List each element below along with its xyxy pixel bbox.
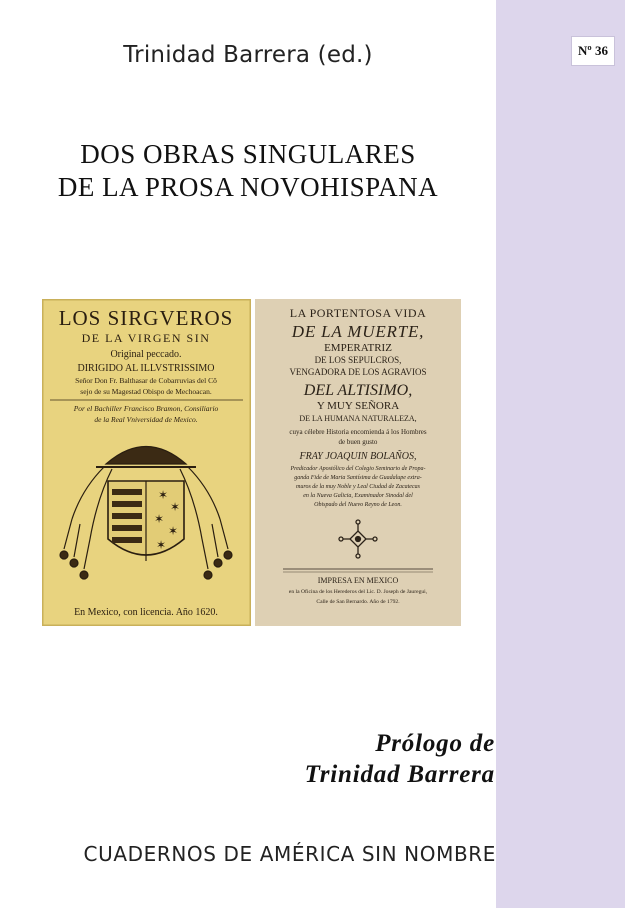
svg-text:✶: ✶ xyxy=(158,488,169,502)
left-author-1: Por el Bachiller Francisco Bramon, Consiliario xyxy=(73,404,219,413)
right-line-14: muros de la muy Noble y Leal Ciudad de Zacatecas xyxy=(296,484,420,490)
right-imprint-2: en la Oficina de los Herederos del Lic. D. Joseph de Jauregui, xyxy=(288,589,428,595)
svg-text:✶: ✶ xyxy=(168,524,179,538)
right-line-7: Y MUY SEÑORA xyxy=(316,400,400,412)
book-title-line-1: DOS OBRAS SINGULARES xyxy=(80,139,416,169)
svg-text:✶: ✶ xyxy=(156,538,167,552)
left-subtitle-1: DE LA VIRGEN SIN xyxy=(81,331,211,345)
right-line-4: DE LOS SEPULCROS, xyxy=(314,355,402,365)
right-line-13: ganda Fide de Maria Santísima de Guadalupe extra- xyxy=(294,475,422,481)
series-name: CUADERNOS DE AMÉRICA SIN NOMBRE xyxy=(83,842,496,866)
lavender-side-band xyxy=(496,0,625,908)
right-line-11: FRAY JOAQUIN BOLAÑOS, xyxy=(299,451,417,462)
right-line-9: cuya célebre Historia encomienda á los Hombres xyxy=(289,428,427,436)
book-title xyxy=(0,138,496,204)
left-author-2: de la Real Vniversidad de Mexico. xyxy=(94,415,198,424)
portentosa-vida-title-page-image xyxy=(255,299,461,626)
svg-text:✶: ✶ xyxy=(154,512,165,526)
right-imprint-3: Calle de San Bernardo. Año de 1792. xyxy=(316,599,400,605)
right-line-1: LA PORTENTOSA VIDA xyxy=(289,306,427,320)
los-sirgueros-title-page-image xyxy=(42,299,251,626)
right-line-12: Predicador Apostólico del Colegio Seminario de Propa- xyxy=(290,466,426,472)
left-dedication-1: DIRIGIDO AL ILLVSTRISSIMO xyxy=(77,363,215,374)
left-title: LOS SIRGVEROS xyxy=(58,306,234,330)
book-title-line-2: DE LA PROSA NOVOHISPANA xyxy=(57,172,439,202)
left-imprint: En Mexico, con licencia. Año 1620. xyxy=(74,607,218,618)
issue-number-badge: Nº 36 xyxy=(571,36,615,66)
right-line-3: EMPERATRIZ xyxy=(324,342,392,354)
left-subtitle-2: Original peccado. xyxy=(110,349,182,360)
left-dedication-3: sejo de su Magestad Obispo de Mechoacan. xyxy=(80,387,212,396)
right-line-2: DE LA MUERTE, xyxy=(291,322,425,341)
right-line-6: DEL ALTISIMO, xyxy=(303,382,413,399)
right-line-16: Obispado del Nuevo Reyno de Leon. xyxy=(314,502,402,508)
right-line-5: VENGADORA DE LOS AGRAVIOS xyxy=(289,367,427,377)
prologue-credit xyxy=(305,728,495,790)
editor-name: Trinidad Barrera (ed.) xyxy=(123,42,373,68)
right-line-8: DE LA HUMANA NATURALEZA, xyxy=(299,414,417,423)
prologue-line-1: Prólogo de xyxy=(375,730,495,757)
left-dedication-2: Señor Don Fr. Balthasar de Cobarruvias del Cō xyxy=(75,376,217,385)
svg-text:✶: ✶ xyxy=(170,500,181,514)
right-imprint-1: IMPRESA EN MEXICO xyxy=(317,576,399,585)
prologue-line-2: Trinidad Barrera xyxy=(304,761,495,788)
right-line-10: de buen gusto xyxy=(338,438,378,446)
right-line-15: en la Nueva Galicia, Examinador Sinodal del xyxy=(303,493,413,499)
